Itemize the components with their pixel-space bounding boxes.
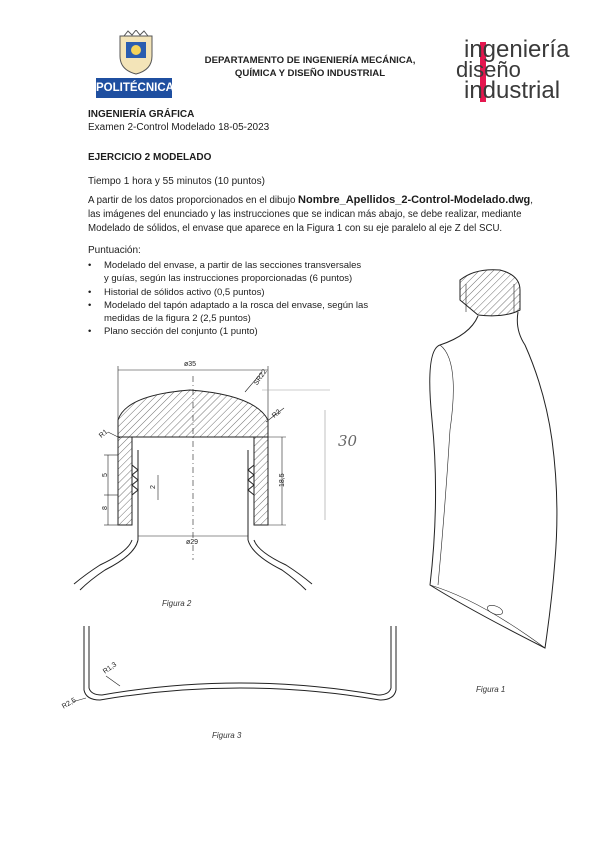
dim-r2-5: R2,5 [61,697,78,711]
list-item: • Modelado del envase, a partir de las secciones transversales y guías, según las instrucciones proporcionadas (6 puntos) [88,260,362,285]
bottom-outer-profile [84,626,396,700]
dim-8: 8 [102,506,109,510]
dim-sr22: SR22 [252,368,269,387]
dim-r1-3: R1,3 [102,661,119,676]
dim-diameter-35: ø35 [184,361,197,368]
dim-2: 2 [150,485,157,489]
dim-5: 5 [102,473,109,477]
logo-line-2: diseño [456,57,521,82]
bottom-inner-profile [89,626,391,695]
subject-title: INGENIERÍA GRÁFICA [88,109,195,120]
scoring-title: Puntuación: [88,245,141,256]
exercise-instructions: A partir de los datos proporcionados en el dibujo Nombre_Apellidos_2-Control-Modelado.dwg, las imágenes del enunciado y las instrucciones que se indican más abajo, se debe realizar, mediante Modelado de sólidos, el envase que aparece en la Figura 1 con su eje paralelo al eje Z del SCU. [88,194,533,234]
list-item: • Plano sección del conjunto (1 punto) [88,326,258,338]
exercise-time: Tiempo 1 hora y 55 minutos (10 puntos) [88,176,265,187]
drawing-filename: Nombre_Apellidos_2-Control-Modelado.dwg [298,194,531,206]
figure-1-caption: Figura 1 [476,685,506,694]
department-name: DEPARTAMENTO DE INGENIERÍA MECÁNICA, QUÍMICA Y DISEÑO INDUSTRIAL [204,55,416,79]
list-item: • Modelado del tapón adaptado a la rosca del envase, según las medidas de la figura 2 (2,5 puntos) [88,299,369,325]
dim-18-5: 18,5 [279,473,286,487]
dim-r2: R2 [271,408,283,420]
exam-title: Examen 2-Control Modelado 18-05-2023 [88,122,270,133]
bottle-cap [460,270,520,316]
bottle-body-outline [430,312,557,648]
figure-2-drawing [74,366,330,590]
dim-diameter-29: ø29 [186,539,199,546]
logo-line-1: ingeniería [464,36,570,63]
exercise-title: EJERCICIO 2 MODELADO [88,152,212,163]
list-item: • Historial de sólidos activo (0,5 puntos) [88,286,265,298]
upm-badge: POLITÉCNICA [96,78,172,98]
figure-1-drawing [430,270,557,648]
cap-left-wall [118,437,132,525]
cap-right-wall [254,437,268,525]
dim-r1: R1 [98,428,110,440]
handwritten-note: 30 [338,432,358,450]
figure-3-caption: Figura 3 [212,731,242,740]
figure-2-caption: Figura 2 [162,599,192,608]
logo-line-3: industrial [464,77,561,104]
figure-3-drawing [72,626,396,702]
